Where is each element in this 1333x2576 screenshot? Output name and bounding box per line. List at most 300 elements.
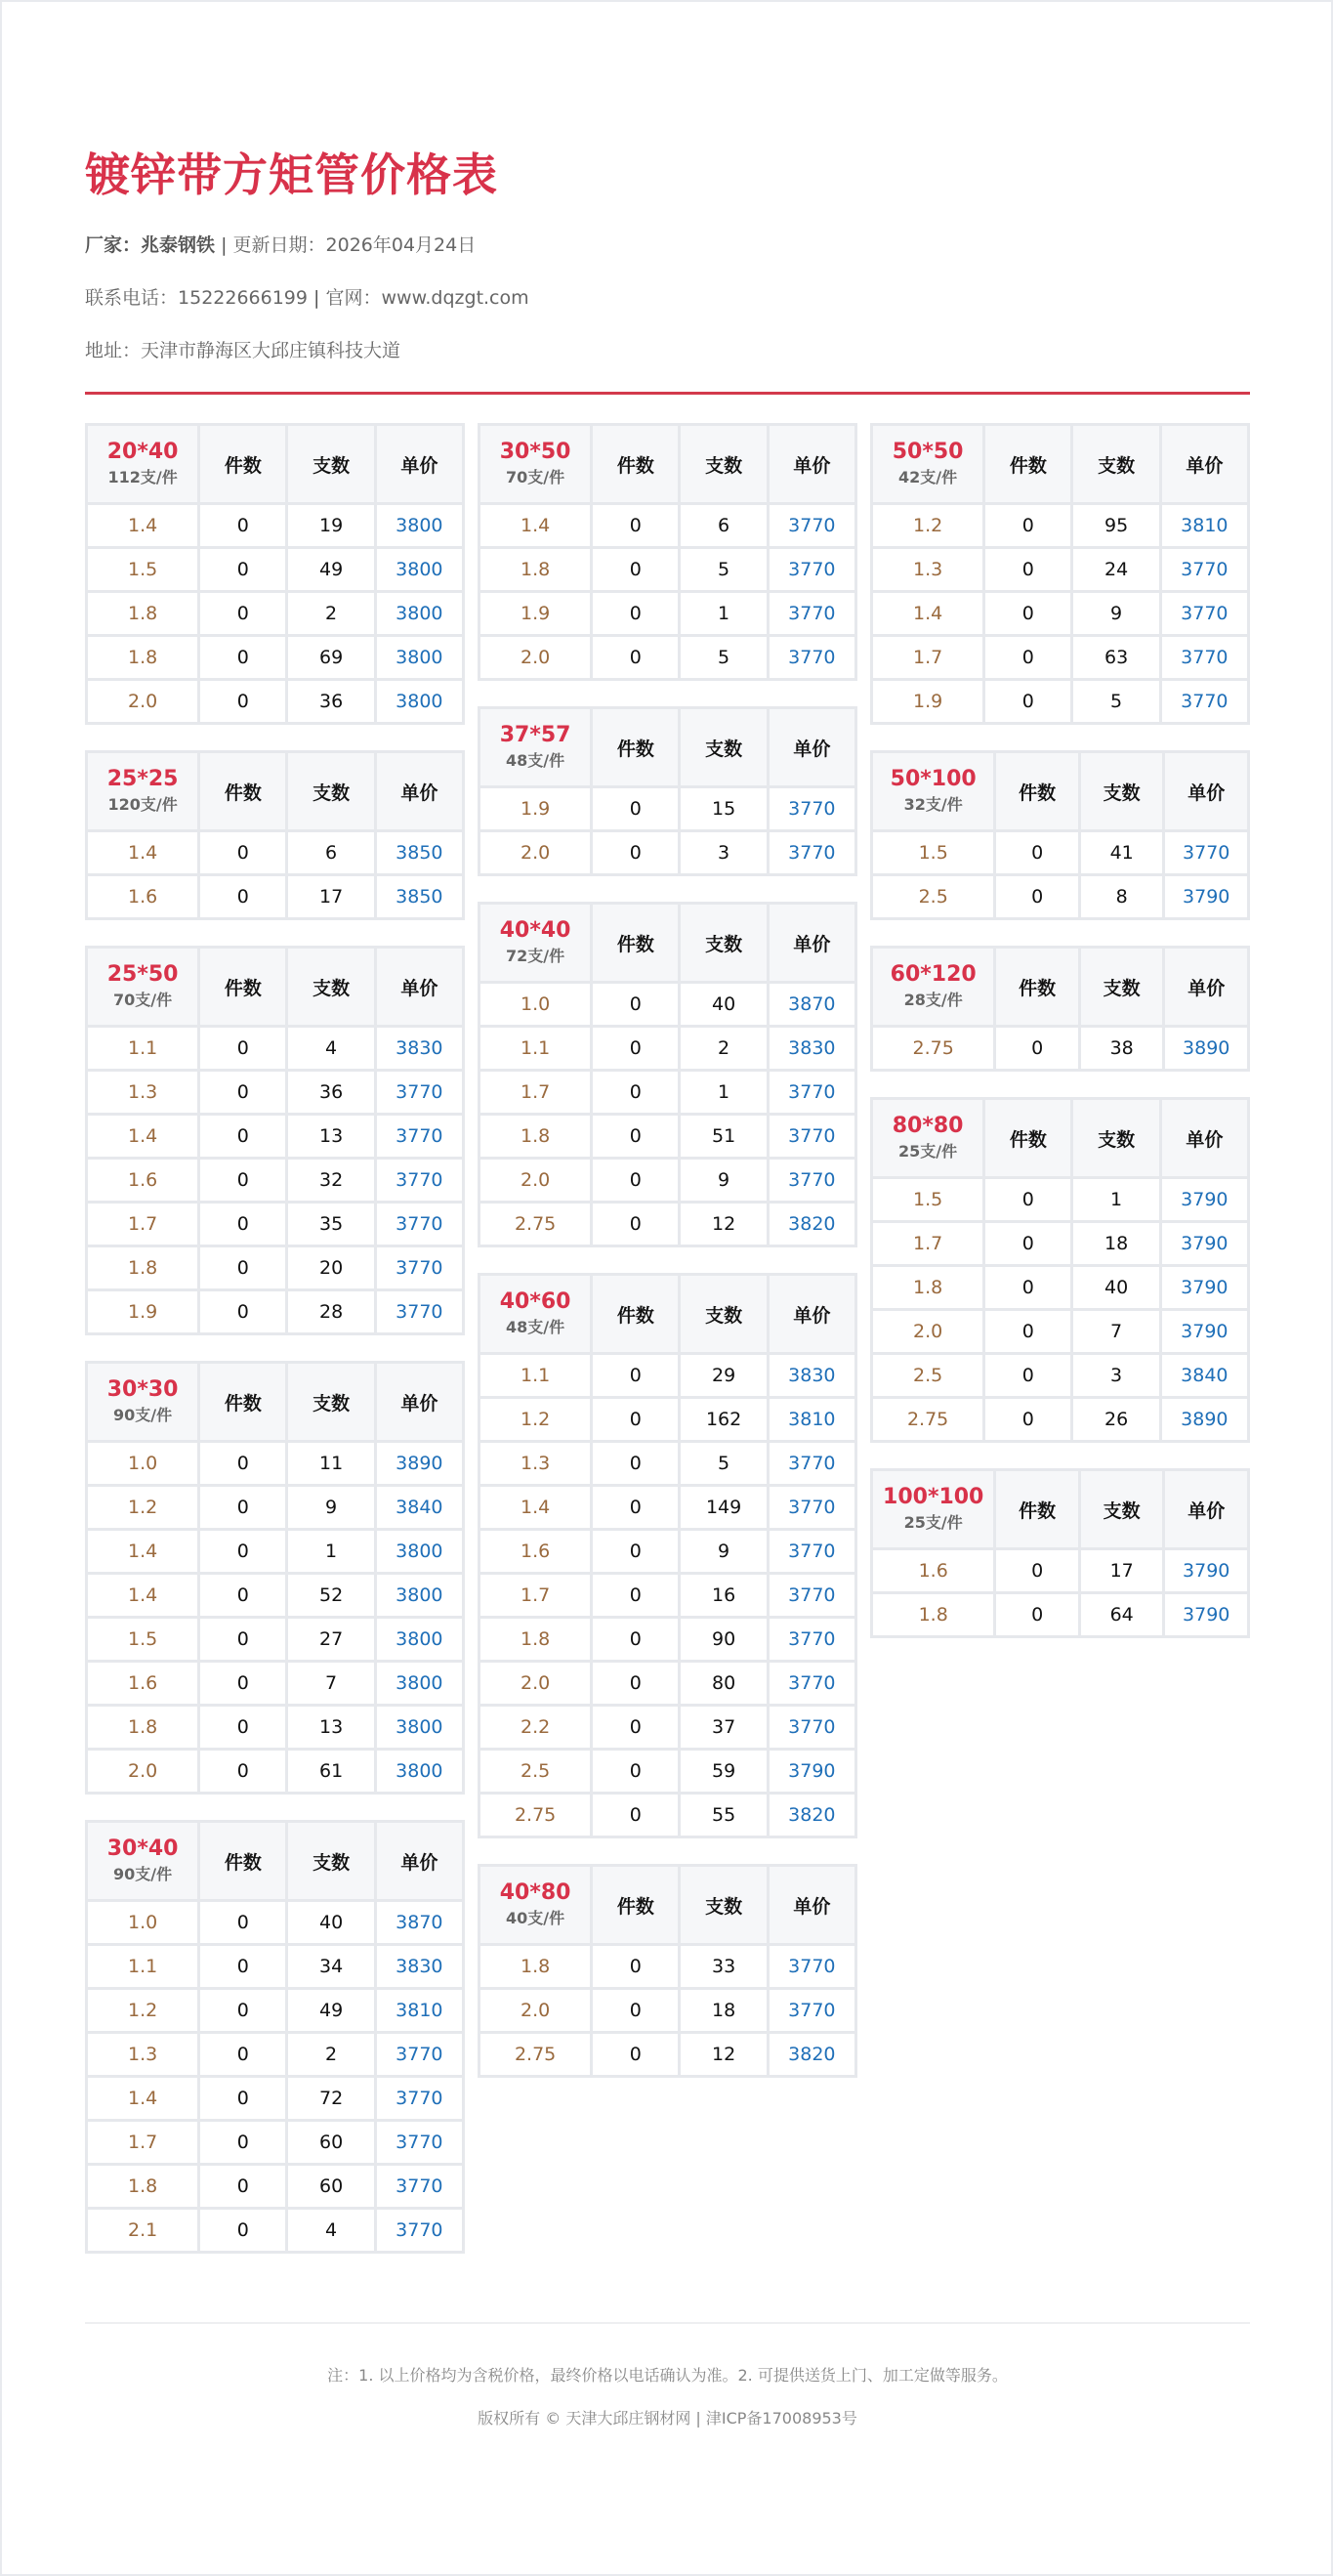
pieces-cell: 0 — [200, 1575, 285, 1616]
pieces-cell: 0 — [593, 1487, 678, 1528]
pieces-cell: 0 — [985, 1399, 1070, 1440]
count-cell: 7 — [288, 1663, 373, 1704]
thickness-cell: 1.5 — [88, 549, 197, 590]
spec-header-cell — [480, 426, 590, 502]
pieces-cell: 0 — [200, 2122, 285, 2163]
price-cell: 3770 — [377, 1247, 462, 1288]
table-row — [88, 1751, 462, 1792]
table-row — [88, 1946, 462, 1987]
price-cell: 3800 — [377, 1575, 462, 1616]
pieces-cell: 0 — [200, 1707, 285, 1748]
spec-header-cell — [480, 905, 590, 981]
table-header-row — [873, 753, 1247, 829]
price-cell: 3840 — [1162, 1355, 1247, 1396]
table-header-row — [873, 949, 1247, 1025]
table-row — [480, 832, 854, 873]
column-header-pieces: 件数 — [200, 426, 285, 502]
pieces-cell: 0 — [996, 832, 1078, 873]
page-header — [85, 2, 1248, 395]
price-cell: 3890 — [1162, 1399, 1247, 1440]
column-header-count: 支数 — [288, 1823, 373, 1899]
table-row — [88, 1072, 462, 1113]
pieces-cell: 0 — [200, 593, 285, 634]
count-cell: 60 — [288, 2122, 373, 2163]
spec-header-cell — [88, 949, 197, 1025]
price-cell: 3840 — [377, 1487, 462, 1528]
column-header-pieces: 件数 — [996, 753, 1078, 829]
table-row — [88, 1663, 462, 1704]
pieces-cell: 0 — [593, 1028, 678, 1069]
price-cell: 3830 — [770, 1355, 854, 1396]
pieces-cell: 0 — [996, 1594, 1078, 1635]
count-cell: 35 — [288, 1204, 373, 1245]
table-row — [873, 681, 1247, 722]
spec-header-cell — [873, 753, 993, 829]
count-cell: 64 — [1081, 1594, 1163, 1635]
website-label: 官网： — [325, 287, 382, 310]
table-row — [480, 1946, 854, 1987]
pieces-cell: 0 — [200, 832, 285, 873]
count-cell: 5 — [681, 1443, 766, 1484]
price-cell: 3770 — [1162, 681, 1247, 722]
column-header-price: 单价 — [377, 1823, 462, 1899]
table-row — [873, 1028, 1247, 1069]
table-row — [873, 637, 1247, 678]
table-header-row — [873, 426, 1247, 502]
column-header-pieces: 件数 — [200, 753, 285, 829]
table-row — [88, 1619, 462, 1660]
thickness-cell: 2.75 — [480, 1795, 590, 1836]
table-row — [480, 505, 854, 546]
pieces-per-bundle: 70支/件 — [506, 468, 565, 487]
pieces-cell: 0 — [985, 1267, 1070, 1308]
price-cell: 3800 — [377, 681, 462, 722]
price-cell: 3770 — [770, 593, 854, 634]
address-line — [85, 339, 1248, 362]
thickness-cell: 1.1 — [88, 1028, 197, 1069]
column-header-count: 支数 — [681, 709, 766, 785]
thickness-cell: 1.1 — [88, 1946, 197, 1987]
table-row — [88, 505, 462, 546]
price-cell: 3770 — [770, 505, 854, 546]
column-header-count: 支数 — [1081, 753, 1163, 829]
thickness-cell: 1.6 — [88, 1663, 197, 1704]
price-cell: 3770 — [770, 1663, 854, 1704]
count-cell: 80 — [681, 1663, 766, 1704]
price-cell: 3770 — [770, 1990, 854, 2031]
pieces-cell: 0 — [996, 876, 1078, 917]
count-cell: 8 — [1081, 876, 1163, 917]
pieces-cell: 0 — [593, 1707, 678, 1748]
pieces-cell: 0 — [593, 1443, 678, 1484]
column-header-price: 单价 — [770, 905, 854, 981]
pieces-cell: 0 — [200, 2210, 285, 2251]
column-header-count: 支数 — [681, 905, 766, 981]
price-cell: 3770 — [377, 2210, 462, 2251]
thickness-cell: 1.3 — [88, 2034, 197, 2075]
table-header-row — [873, 1471, 1247, 1547]
price-cell: 3770 — [1165, 832, 1247, 873]
pieces-cell: 0 — [996, 1028, 1078, 1069]
manufacturer-line — [85, 233, 1248, 257]
count-cell: 1 — [1073, 1179, 1158, 1220]
pieces-cell: 0 — [200, 2078, 285, 2119]
column-header-count: 支数 — [1073, 1100, 1158, 1176]
pieces-cell: 0 — [200, 1291, 285, 1332]
table-row — [480, 1072, 854, 1113]
count-cell: 9 — [1073, 593, 1158, 634]
column-header-count: 支数 — [681, 1867, 766, 1943]
table-header-row — [480, 1867, 854, 1943]
table-row — [480, 549, 854, 590]
pieces-cell: 0 — [593, 1072, 678, 1113]
price-cell: 3800 — [377, 637, 462, 678]
table-row — [480, 984, 854, 1025]
pieces-per-bundle: 25支/件 — [898, 1142, 958, 1161]
thickness-cell: 1.8 — [88, 1707, 197, 1748]
price-cell: 3770 — [770, 1487, 854, 1528]
column-header-price: 单价 — [1165, 753, 1247, 829]
footer-copyright: 版权所有 © 天津大邱庄钢材网 | 津ICP备17008953号 — [478, 2409, 857, 2428]
spec-size: 50*100 — [890, 767, 977, 792]
column-header-pieces: 件数 — [985, 426, 1070, 502]
pieces-cell: 0 — [200, 1902, 285, 1943]
spec-size: 80*80 — [892, 1114, 964, 1139]
count-cell: 49 — [288, 549, 373, 590]
pieces-cell: 0 — [200, 681, 285, 722]
spec-header-cell — [873, 1100, 982, 1176]
count-cell: 90 — [681, 1619, 766, 1660]
pieces-per-bundle: 90支/件 — [113, 1406, 173, 1425]
separator: | — [215, 234, 233, 257]
count-cell: 3 — [1073, 1355, 1158, 1396]
thickness-cell: 2.0 — [873, 1311, 982, 1352]
thickness-cell: 1.7 — [873, 1223, 982, 1264]
table-header-row — [480, 426, 854, 502]
table-column — [478, 423, 857, 2078]
thickness-cell: 2.0 — [480, 1160, 590, 1201]
thickness-cell: 2.5 — [873, 1355, 982, 1396]
price-cell: 3770 — [377, 1072, 462, 1113]
price-cell: 3790 — [1162, 1223, 1247, 1264]
spec-header-cell — [88, 1364, 197, 1440]
price-table — [85, 1820, 465, 2254]
table-row — [873, 1311, 1247, 1352]
count-cell: 6 — [288, 832, 373, 873]
table-row — [88, 1028, 462, 1069]
price-cell: 3890 — [1165, 1028, 1247, 1069]
price-table — [85, 1361, 465, 1795]
pieces-cell: 0 — [593, 1399, 678, 1440]
column-header-price: 单价 — [770, 1867, 854, 1943]
price-cell: 3800 — [377, 593, 462, 634]
thickness-cell: 1.3 — [873, 549, 982, 590]
count-cell: 32 — [288, 1160, 373, 1201]
thickness-cell: 2.75 — [873, 1399, 982, 1440]
thickness-cell: 1.8 — [88, 2166, 197, 2207]
table-header-row — [480, 905, 854, 981]
price-cell: 3810 — [1162, 505, 1247, 546]
thickness-cell: 1.4 — [480, 1487, 590, 1528]
count-cell: 3 — [681, 832, 766, 873]
table-row — [88, 2078, 462, 2119]
price-table — [85, 423, 465, 725]
price-cell: 3830 — [377, 1946, 462, 1987]
count-cell: 24 — [1073, 549, 1158, 590]
column-header-count: 支数 — [288, 1364, 373, 1440]
table-row — [88, 681, 462, 722]
pieces-per-bundle: 32支/件 — [903, 795, 963, 815]
column-header-count: 支数 — [288, 426, 373, 502]
column-header-count: 支数 — [681, 1276, 766, 1352]
thickness-cell: 1.6 — [873, 1550, 993, 1591]
pieces-cell: 0 — [200, 2034, 285, 2075]
column-header-count: 支数 — [1081, 1471, 1163, 1547]
update-date: 2026年04月24日 — [325, 234, 477, 257]
price-cell: 3850 — [377, 832, 462, 873]
pieces-cell: 0 — [200, 549, 285, 590]
pieces-cell: 0 — [593, 1795, 678, 1836]
pieces-cell: 0 — [985, 549, 1070, 590]
thickness-cell: 2.0 — [480, 1663, 590, 1704]
thickness-cell: 1.4 — [88, 1116, 197, 1157]
table-row — [88, 1575, 462, 1616]
spec-header-cell — [88, 426, 197, 502]
price-cell: 3770 — [1162, 593, 1247, 634]
column-header-pieces: 件数 — [593, 1276, 678, 1352]
table-row — [873, 832, 1247, 873]
column-header-pieces: 件数 — [200, 1364, 285, 1440]
table-row — [88, 2166, 462, 2207]
pieces-cell: 0 — [200, 1028, 285, 1069]
pieces-cell: 0 — [200, 1443, 285, 1484]
pieces-per-bundle: 48支/件 — [506, 751, 565, 771]
price-table-grid — [85, 423, 1250, 2254]
page-title: 镀锌带方矩管价格表 — [85, 148, 498, 201]
table-row — [480, 1443, 854, 1484]
count-cell: 9 — [681, 1531, 766, 1572]
count-cell: 33 — [681, 1946, 766, 1987]
thickness-cell: 1.7 — [480, 1072, 590, 1113]
thickness-cell: 2.0 — [88, 1751, 197, 1792]
pieces-cell: 0 — [593, 593, 678, 634]
count-cell: 4 — [288, 2210, 373, 2251]
count-cell: 69 — [288, 637, 373, 678]
pieces-cell: 0 — [200, 1663, 285, 1704]
table-row — [480, 1619, 854, 1660]
price-cell: 3770 — [770, 1531, 854, 1572]
table-row — [88, 1902, 462, 1943]
table-row — [480, 1028, 854, 1069]
price-cell: 3770 — [377, 1291, 462, 1332]
price-table — [870, 423, 1250, 725]
spec-size: 40*60 — [499, 1289, 571, 1315]
pieces-cell: 0 — [200, 1487, 285, 1528]
website-link[interactable]: www.dqzgt.com — [381, 287, 529, 310]
thickness-cell: 1.6 — [88, 876, 197, 917]
spec-size: 100*100 — [883, 1485, 984, 1510]
count-cell: 41 — [1081, 832, 1163, 873]
spec-size: 37*57 — [499, 723, 571, 748]
table-row — [88, 2034, 462, 2075]
column-header-price: 单价 — [1165, 1471, 1247, 1547]
pieces-per-bundle: 120支/件 — [107, 795, 178, 815]
table-row — [88, 2122, 462, 2163]
count-cell: 28 — [288, 1291, 373, 1332]
price-cell: 3770 — [377, 2166, 462, 2207]
price-cell: 3770 — [770, 1443, 854, 1484]
price-cell: 3790 — [1162, 1311, 1247, 1352]
spec-size: 20*40 — [106, 440, 179, 465]
count-cell: 60 — [288, 2166, 373, 2207]
pieces-cell: 0 — [593, 1946, 678, 1987]
pieces-cell: 0 — [593, 549, 678, 590]
count-cell: 52 — [288, 1575, 373, 1616]
price-cell: 3770 — [1162, 549, 1247, 590]
thickness-cell: 2.0 — [88, 681, 197, 722]
thickness-cell: 1.4 — [88, 505, 197, 546]
column-header-count: 支数 — [681, 426, 766, 502]
table-row — [480, 1795, 854, 1836]
contact-line — [85, 286, 1248, 310]
separator: | — [308, 287, 326, 310]
pieces-cell: 0 — [200, 1531, 285, 1572]
count-cell: 34 — [288, 1946, 373, 1987]
address-value: 天津市静海区大邱庄镇科技大道 — [141, 340, 401, 362]
table-header-row — [88, 753, 462, 829]
pieces-cell: 0 — [985, 505, 1070, 546]
table-row — [88, 637, 462, 678]
column-header-price: 单价 — [377, 1364, 462, 1440]
pieces-cell: 0 — [593, 2034, 678, 2075]
pieces-cell: 0 — [200, 637, 285, 678]
count-cell: 36 — [288, 681, 373, 722]
spec-header-cell — [873, 1471, 993, 1547]
table-row — [480, 1487, 854, 1528]
count-cell: 18 — [1073, 1223, 1158, 1264]
phone-number[interactable]: 15222666199 — [178, 287, 308, 310]
thickness-cell: 2.0 — [480, 832, 590, 873]
price-cell: 3770 — [770, 1575, 854, 1616]
table-row — [88, 1247, 462, 1288]
price-cell: 3800 — [377, 1663, 462, 1704]
count-cell: 13 — [288, 1116, 373, 1157]
price-cell: 3800 — [377, 1531, 462, 1572]
pieces-cell: 0 — [985, 681, 1070, 722]
table-row — [88, 1487, 462, 1528]
table-row — [88, 549, 462, 590]
price-cell: 3810 — [770, 1399, 854, 1440]
price-cell: 3770 — [770, 832, 854, 873]
table-row — [480, 593, 854, 634]
price-cell: 3820 — [770, 1795, 854, 1836]
count-cell: 2 — [288, 2034, 373, 2075]
pieces-cell: 0 — [996, 1550, 1078, 1591]
pieces-cell: 0 — [593, 788, 678, 829]
thickness-cell: 1.1 — [480, 1028, 590, 1069]
thickness-cell: 1.8 — [873, 1594, 993, 1635]
thickness-cell: 1.8 — [873, 1267, 982, 1308]
spec-header-cell — [88, 753, 197, 829]
price-table — [870, 1468, 1250, 1638]
price-cell: 3770 — [770, 1946, 854, 1987]
count-cell: 9 — [681, 1160, 766, 1201]
table-row — [88, 876, 462, 917]
thickness-cell: 1.4 — [88, 1531, 197, 1572]
price-table — [478, 706, 857, 876]
price-cell: 3770 — [770, 788, 854, 829]
price-cell: 3790 — [1165, 876, 1247, 917]
table-row — [873, 1399, 1247, 1440]
table-row — [480, 1160, 854, 1201]
pieces-per-bundle: 40支/件 — [506, 1909, 565, 1928]
pieces-cell: 0 — [593, 1990, 678, 2031]
table-header-row — [480, 1276, 854, 1352]
table-row — [480, 1663, 854, 1704]
thickness-cell: 1.0 — [88, 1443, 197, 1484]
pieces-cell: 0 — [593, 1355, 678, 1396]
pieces-cell: 0 — [200, 1160, 285, 1201]
price-cell: 3820 — [770, 1204, 854, 1245]
pieces-cell: 0 — [593, 1531, 678, 1572]
table-row — [88, 1116, 462, 1157]
count-cell: 17 — [1081, 1550, 1163, 1591]
thickness-cell: 1.2 — [873, 505, 982, 546]
count-cell: 4 — [288, 1028, 373, 1069]
table-row — [88, 1160, 462, 1201]
spec-header-cell — [480, 709, 590, 785]
pieces-cell: 0 — [985, 593, 1070, 634]
pieces-cell: 0 — [593, 1116, 678, 1157]
spec-header-cell — [873, 426, 982, 502]
price-cell: 3770 — [1162, 637, 1247, 678]
thickness-cell: 1.6 — [88, 1160, 197, 1201]
table-row — [480, 1575, 854, 1616]
count-cell: 20 — [288, 1247, 373, 1288]
table-header-row — [873, 1100, 1247, 1176]
count-cell: 40 — [681, 984, 766, 1025]
column-header-count: 支数 — [1073, 426, 1158, 502]
column-header-pieces: 件数 — [996, 1471, 1078, 1547]
thickness-cell: 2.2 — [480, 1707, 590, 1748]
price-cell: 3790 — [1162, 1179, 1247, 1220]
price-cell: 3770 — [770, 1160, 854, 1201]
column-header-price: 单价 — [377, 426, 462, 502]
pieces-cell: 0 — [593, 1204, 678, 1245]
table-row — [480, 1355, 854, 1396]
thickness-cell: 1.8 — [480, 1619, 590, 1660]
table-header-row — [88, 426, 462, 502]
column-header-count: 支数 — [288, 753, 373, 829]
price-table — [870, 1097, 1250, 1443]
price-cell: 3800 — [377, 505, 462, 546]
count-cell: 72 — [288, 2078, 373, 2119]
price-cell: 3770 — [377, 2034, 462, 2075]
count-cell: 40 — [288, 1902, 373, 1943]
thickness-cell: 1.1 — [480, 1355, 590, 1396]
thickness-cell: 1.4 — [873, 593, 982, 634]
pieces-cell: 0 — [593, 505, 678, 546]
table-column — [85, 423, 465, 2254]
table-row — [88, 1990, 462, 2031]
pieces-cell: 0 — [200, 505, 285, 546]
table-row — [88, 1204, 462, 1245]
pieces-cell: 0 — [200, 1751, 285, 1792]
pieces-per-bundle: 90支/件 — [113, 1865, 173, 1884]
column-header-pieces: 件数 — [593, 905, 678, 981]
price-cell: 3830 — [770, 1028, 854, 1069]
price-table — [85, 946, 465, 1335]
